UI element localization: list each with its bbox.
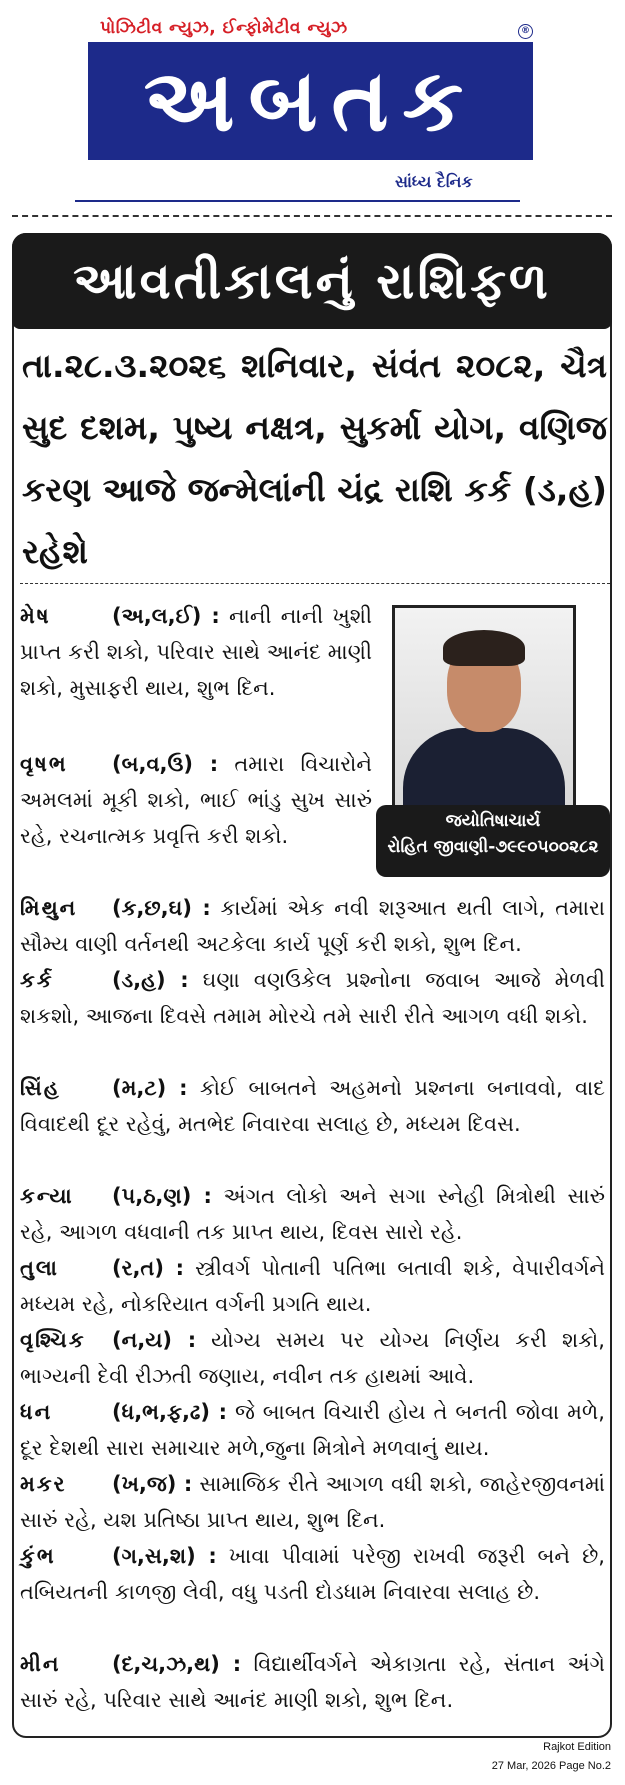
sign-letters: (ધ,ભ,ફ,ઢ) : [112,1400,227,1424]
horoscope-entry [20,598,372,706]
sign-letters: (અ,લ,ઈ) : [112,604,220,628]
horoscope-entry [20,746,372,854]
sign-name: તુલા [20,1256,59,1280]
sign-prediction: અંગત લોકો અને સગા સ્નેહી મિત્રોથી સારું રહે, આગળ વધવાની તક પ્રાપ્ત થાય, દિવસ સારો રહે. [20,1184,605,1244]
sign-letters: (ન,ય) : [112,1328,197,1352]
registered-mark: ® [518,24,533,39]
date-page-label: 27 Mar, 2026 Page No.2 [491,1760,611,1772]
sign-prediction: ઘણા વણઉકેલ પ્રશ્નોના જવાબ આજે મેળવી શકશો, આજના દિવસે તમામ મોરચે તમે સારી રીતે આગળ વધી શકો. [20,968,605,1028]
sign-prediction: યોગ્ય સમય પર યોગ્ય નિર્ણય કરી શકો, ભાગ્યની દેવી રીઝતી જણાય, નવીન તક હાથમાં આવે. [20,1328,605,1388]
sign-name: કર્ક [20,968,54,992]
sign-letters: (ર,ત) : [112,1256,185,1280]
sign-letters: (ગ,સ,શ) : [112,1544,217,1568]
horoscope-entry [20,1466,605,1538]
sign-name: મેષ [20,604,51,628]
sign-letters: (ડ,હ) : [112,968,189,992]
sign-prediction: સામાજિક રીતે આગળ વધી શકો, જાહેરજીવનમાં સારું રહે, યશ પ્રતિષ્ઠા પ્રાપ્ત થાય, શુભ દિન. [20,1472,605,1532]
edition-type: સાંધ્ય દૈનિક [395,172,473,191]
horoscope-entry [20,890,605,962]
sign-letters: (દ,ચ,ઝ,થ) : [112,1652,242,1676]
astrologer-name-phone: રોહિત જીવાણી-૭૯૯૦૫૦૦૨૮૨ [387,837,599,857]
sign-prediction: ખાવા પીવામાં પરેજી રાખવી જરૂરી બને છે, તબિયતની કાળજી લેવી, વધુ પડતી દોડધામ નિવારવા સલાહ છે. [20,1544,605,1604]
horoscope-entry [20,1178,605,1250]
sign-letters: (ક,છ,ઘ) : [112,896,211,920]
sign-prediction: જે બાબત વિચારી હોય તે બનતી જોવા મળે, દૂર દેશથી સારા સમાચાર મળે,જુના મિત્રોને મળવાનું થાય. [20,1400,605,1460]
sign-prediction: તમારા વિચારોને અમલમાં મૂકી શકો, ભાઈ ભાંડુ સુખ સારું રહે, રચનાત્મક પ્રવૃત્તિ કરી શકો. [20,752,372,848]
horoscope-entry [20,1322,605,1394]
sign-name: ધન [20,1400,53,1424]
astrologer-title: જયોતિષાચાર્ય [445,811,541,831]
masthead [0,0,625,215]
tagline: પોઝિટીવ ન્યુઝ, ઈન્ફોમેટીવ ન્યુઝ [100,18,348,38]
sign-letters: (ખ,જ) : [112,1472,193,1496]
panchang-dateline: તા.૨૮.૩.૨૦૨૬ શનિવાર, સંવંત ૨૦૮૨, ચૈત્ર સુદ દશમ, પુષ્ય નક્ષત્ર, સુકર્મા યોગ, વણિજ કરણ આજે જન્મેલાંની ચંદ્ર રાશિ કર્ક (ડ,હ) રહેશે [22,346,607,571]
horoscope-entry [20,962,605,1034]
section-divider [20,583,610,584]
astrologer-photo [392,605,576,816]
horoscope-entry [20,1646,605,1718]
sign-letters: (બ,વ,ઉ) : [112,752,219,776]
astrologer-caption [376,805,610,877]
sign-name: મકર [20,1472,67,1496]
horoscope-entry [20,1394,605,1466]
sign-letters: (મ,ટ) : [112,1076,188,1100]
sign-prediction: વિદ્યાર્થીવર્ગને એકાગ્રતા રહે, સંતાન અંગે સારું રહે, પરિવાર સાથે આનંદ માણી શકો, શુભ દિન. [20,1652,605,1712]
horoscope-entry [20,1250,605,1322]
top-divider [12,215,612,217]
horoscope-entry [20,1538,605,1610]
sign-name: વૃશ્ચિક [20,1328,86,1352]
sign-name: વૃષભ [20,752,68,776]
brand-logo: અબતક [88,42,533,160]
sign-name: કન્યા [20,1184,74,1208]
sign-name: મિથુન [20,896,78,920]
sign-letters: (પ,ઠ,ણ) : [112,1184,212,1208]
sign-prediction: કોઈ બાબતને અહમનો પ્રશ્નના બનાવવો, વાદ વિવાદથી દૂર રહેવું, મતભેદ નિવારવા સલાહ છે, મધ્યમ દિવસ. [20,1076,605,1136]
section-title: આવતીકાલનું રાશિફળ [12,233,612,329]
masthead-rule [75,200,520,202]
sign-prediction: કાર્યમાં એક નવી શરૂઆત થતી લાગે, તમારા સૌમ્ય વાણી વર્તનથી અટકેલા કાર્ય પૂર્ણ કરી શકો, શુભ દિન. [20,896,605,956]
sign-name: કુંભ [20,1544,56,1568]
horoscope-entry [20,1070,605,1142]
sign-name: સિંહ [20,1076,61,1100]
sign-prediction: સ્ત્રીવર્ગ પોતાની પતિભા બતાવી શકે, વેપારીવર્ગને મધ્યમ રહે, નોકરિયાત વર્ગની પ્રગતિ થાય. [20,1256,606,1316]
sign-prediction: નાની નાની ખુશી પ્રાપ્ત કરી શકો, પરિવાર સાથે આનંદ માણી શકો, મુસાફરી થાય, શુભ દિન. [20,604,372,700]
edition-label: Rajkot Edition [543,1741,611,1753]
sign-name: મીન [20,1652,61,1676]
